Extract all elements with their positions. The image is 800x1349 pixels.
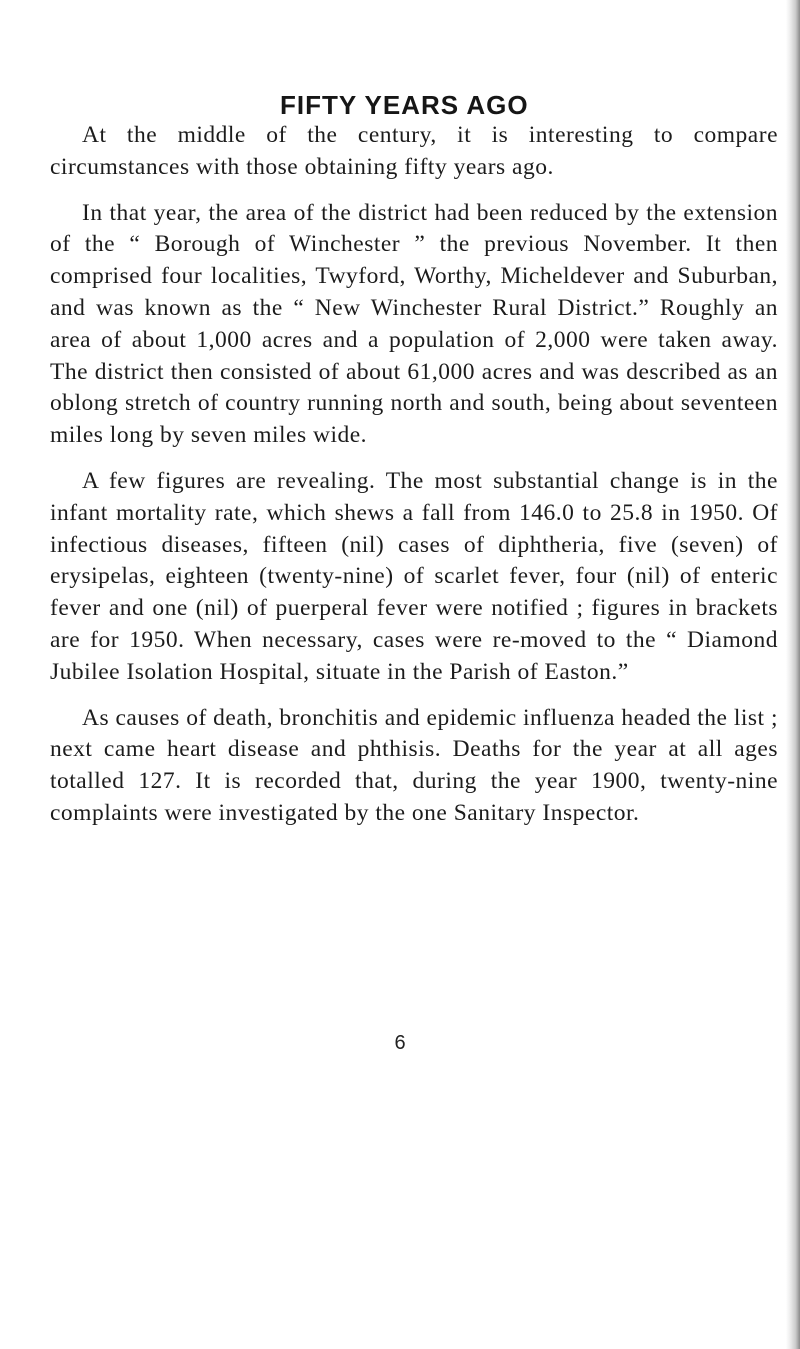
paragraph-1: At the middle of the century, it is interesting to compare circumstances with those obtaining fifty years ago. <box>50 122 778 180</box>
page-number: 6 <box>394 1032 406 1054</box>
page-edge-shadow <box>786 0 800 1349</box>
paragraph-3: A few figures are revealing. The most substantial change is in the infant mortality rate, which shews a fall from 146.0 to 25.8 in 1950. Of infectious diseases, fifteen (nil) cases of diphtheria, five (seven) of erysipelas, eighteen (twenty-nine) of scarlet fever, four (nil) of enteric fever and one (nil) of puerperal fever were notified ; figures in brackets are for 1950. When necessary, cases were re-moved to the “ Diamond Jubilee Isolation Hospital, situate in the Parish of Easton.” <box>50 467 778 685</box>
body-text <box>50 120 778 844</box>
paragraph-4: As causes of death, bronchitis and epidemic influenza headed the list ; next came heart disease and phthisis. Deaths for the year at all ages totalled 127. It is recorded that, during the year 1900, twenty-nine complaints were investigated by the one Sanitary Inspector. <box>50 704 778 826</box>
page-title: FIFTY YEARS AGO <box>280 90 529 120</box>
paragraph-2: In that year, the area of the district had been reduced by the extension of the “ Borough of Winchester ” the previous November. It then comprised four localities, Twyford, Worthy, Micheldever and Suburban, and was known as the “ New Winchester Rural District.” Roughly an area of about 1,000 acres and a population of 2,000 were taken away. The district then consisted of about 61,000 acres and was described as an oblong stretch of country running north and south, being about seventeen miles long by seven miles wide. <box>50 199 778 449</box>
